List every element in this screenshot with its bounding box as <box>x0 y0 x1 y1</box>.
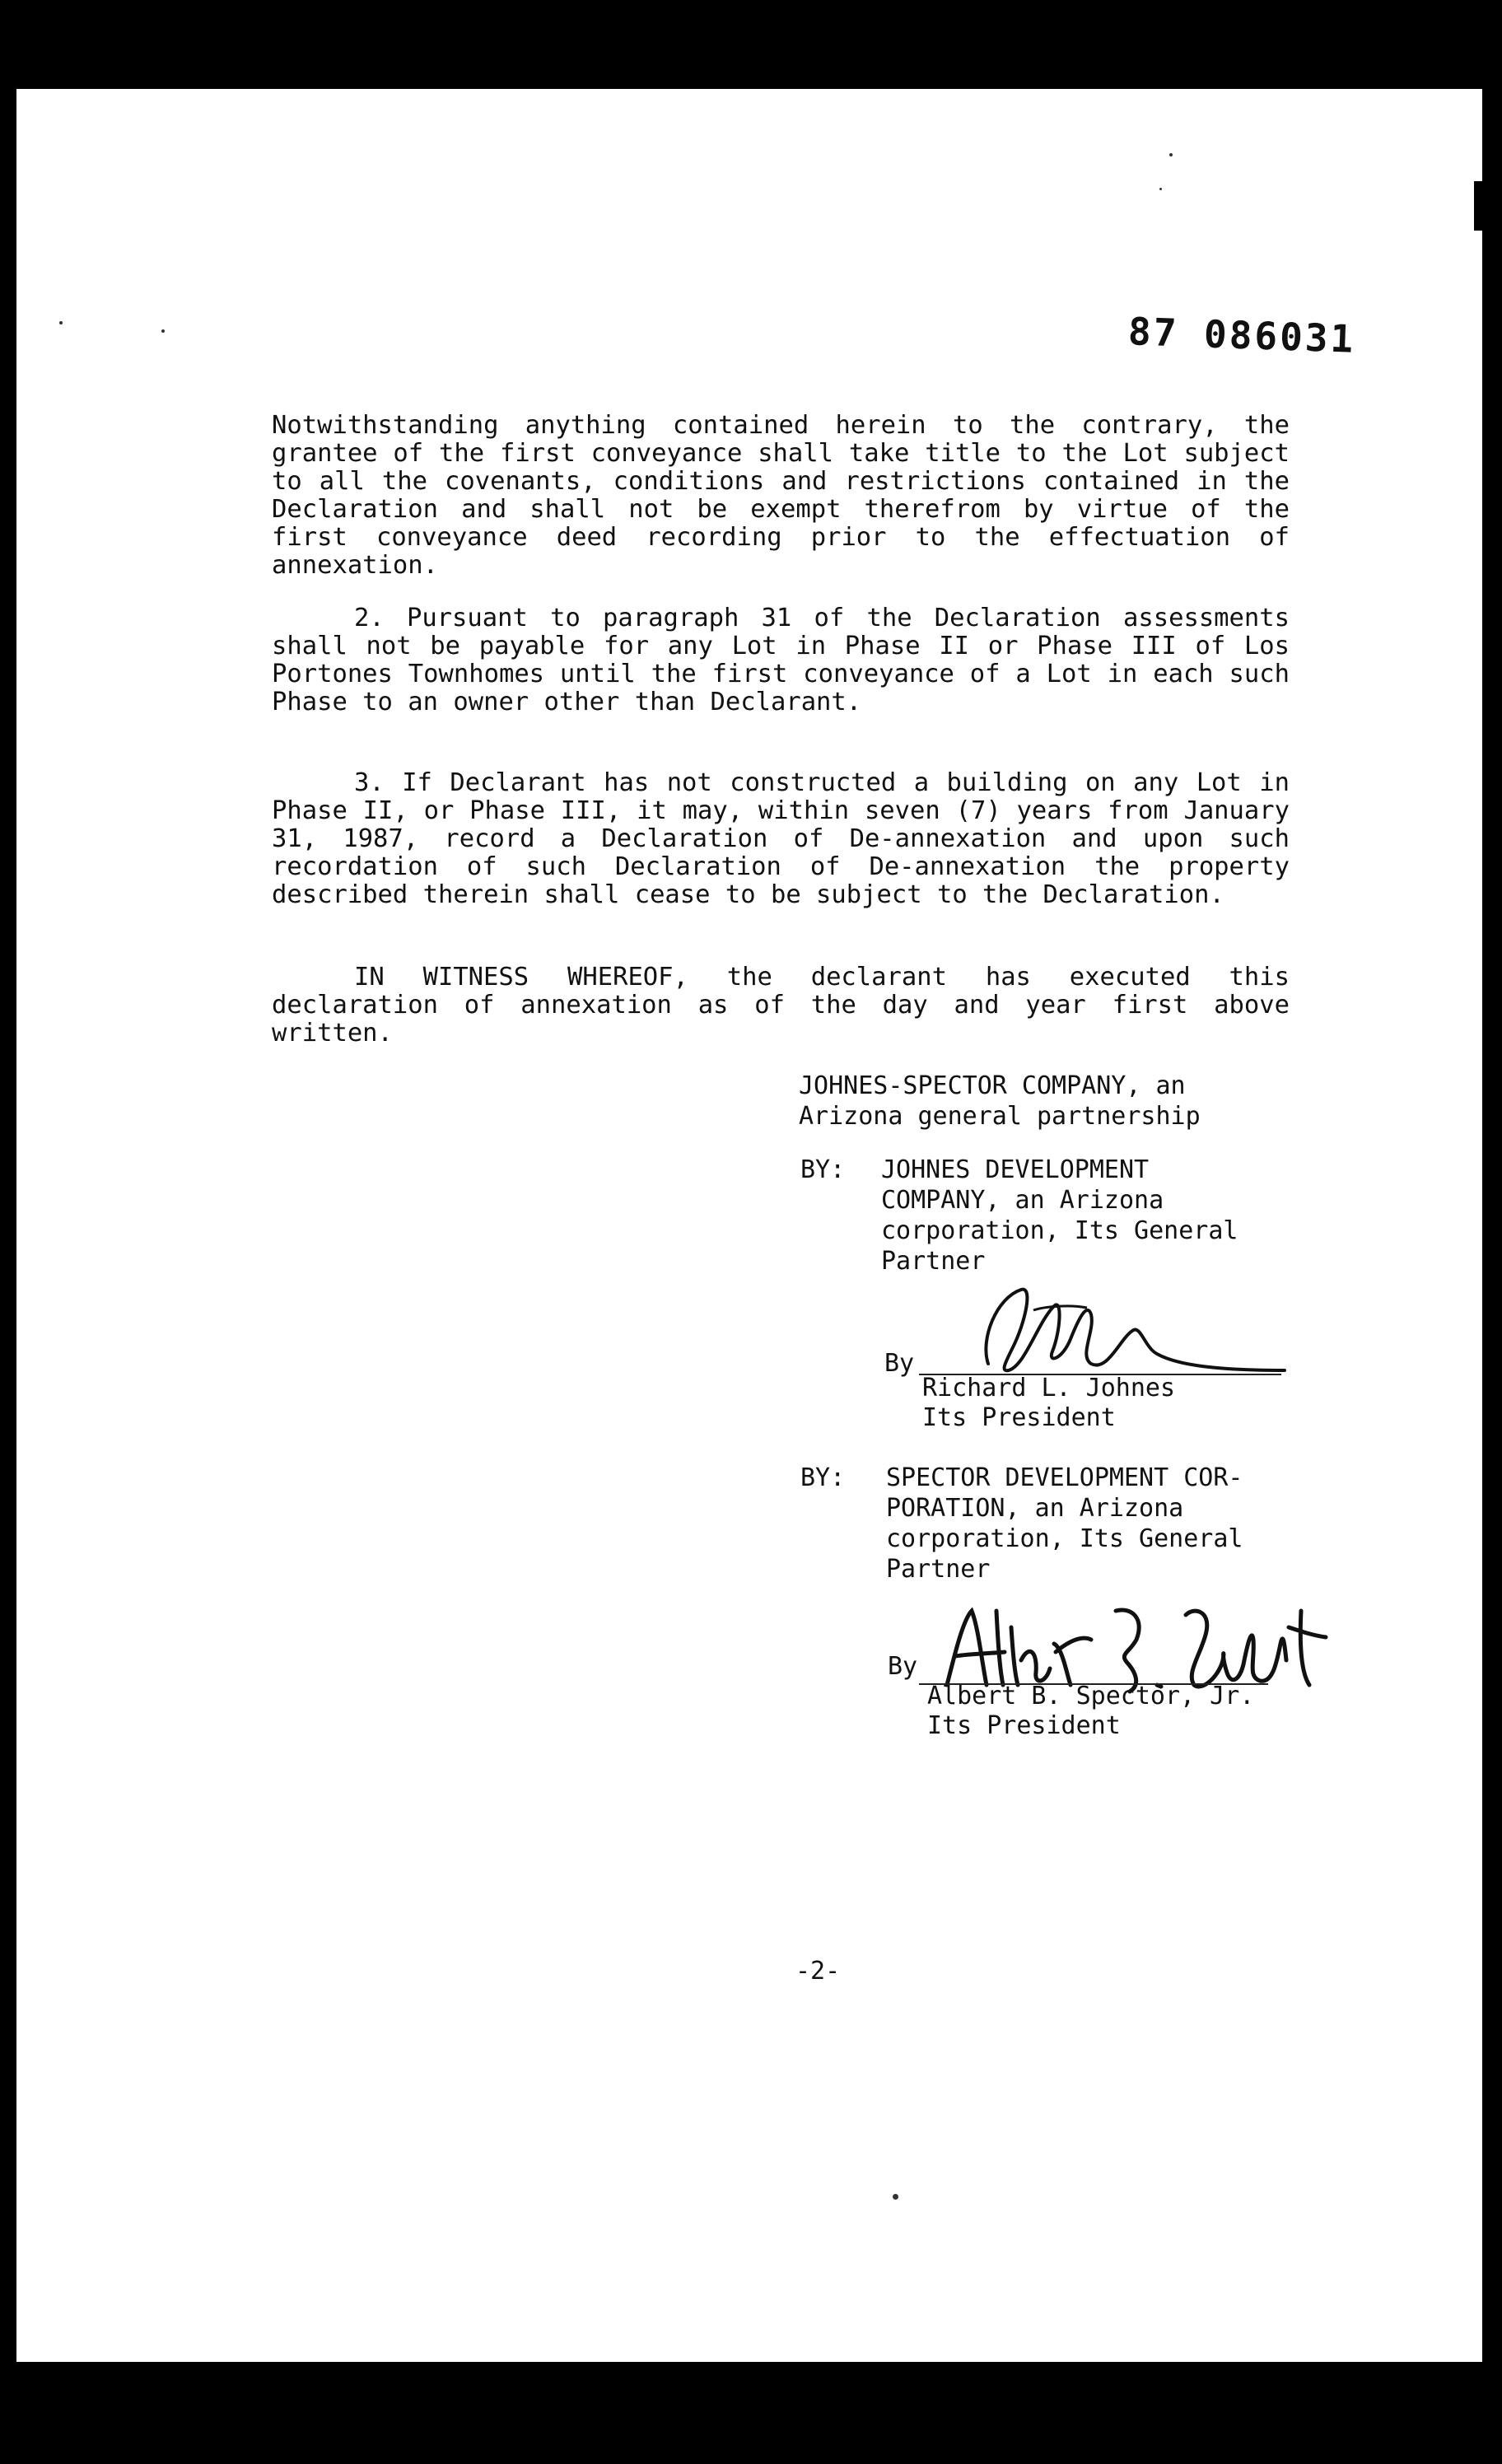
company-name: JOHNES-SPECTOR COMPANY, an Arizona general partnership <box>799 1071 1201 1131</box>
scan-speck <box>161 329 165 333</box>
signer-richard-johnes: Richard L. Johnes Its President <box>922 1374 1176 1432</box>
by-word-2: By <box>888 1652 918 1681</box>
partner-johnes-development: JOHNES DEVELOPMENT COMPANY, an Arizona corporation, Its General Partner <box>881 1155 1238 1276</box>
scan-edge-mark <box>1474 181 1486 231</box>
scan-speck <box>893 2194 898 2200</box>
paragraph-annexation-title: Notwithstanding anything contained herein to the contrary, the grantee of the first conveyance shall take title to the Lot subject to all the covenants, conditions and restrictions contained in the Declaration and shall not be exempt therefrom by virtue of the first conveyance deed recording prior to the effectuation of annexation. <box>272 411 1290 580</box>
paragraph-assessments: 2. Pursuant to paragraph 31 of the Declaration assessments shall not be payable for any Lot in Phase II or Phase III of Los Portones Townhomes until the first conveyance of a Lot in each such Phase to an owner other than Declarant. <box>272 604 1290 716</box>
recording-number: 87 086031 <box>1127 309 1357 362</box>
by-label-2: BY: <box>800 1463 846 1492</box>
paragraph-de-annexation: 3. If Declarant has not constructed a building on any Lot in Phase II, or Phase III, it may, within seven (7) years from January 31, 1987, record a Declaration of De-annexation and upon such recordation of such Declaration of De-annexation the property described therein shall cease to be subject to the Declaration. <box>272 768 1290 909</box>
partner-spector-development: SPECTOR DEVELOPMENT COR- PORATION, an Arizona corporation, Its General Partner <box>886 1463 1243 1584</box>
scan-edge-mark <box>0 198 8 255</box>
paragraph-in-witness: IN WITNESS WHEREOF, the declarant has executed this declaration of annexation as of the day and year first above written. <box>272 963 1290 1048</box>
signer-albert-spector: Albert B. Spector, Jr. Its President <box>927 1682 1255 1740</box>
scan-speck <box>59 321 63 324</box>
page-number: -2- <box>795 1957 841 1986</box>
by-label-1: BY: <box>800 1155 846 1184</box>
scan-speck <box>1159 188 1162 190</box>
scan-speck <box>1169 153 1173 156</box>
by-word-1: By <box>884 1349 915 1378</box>
